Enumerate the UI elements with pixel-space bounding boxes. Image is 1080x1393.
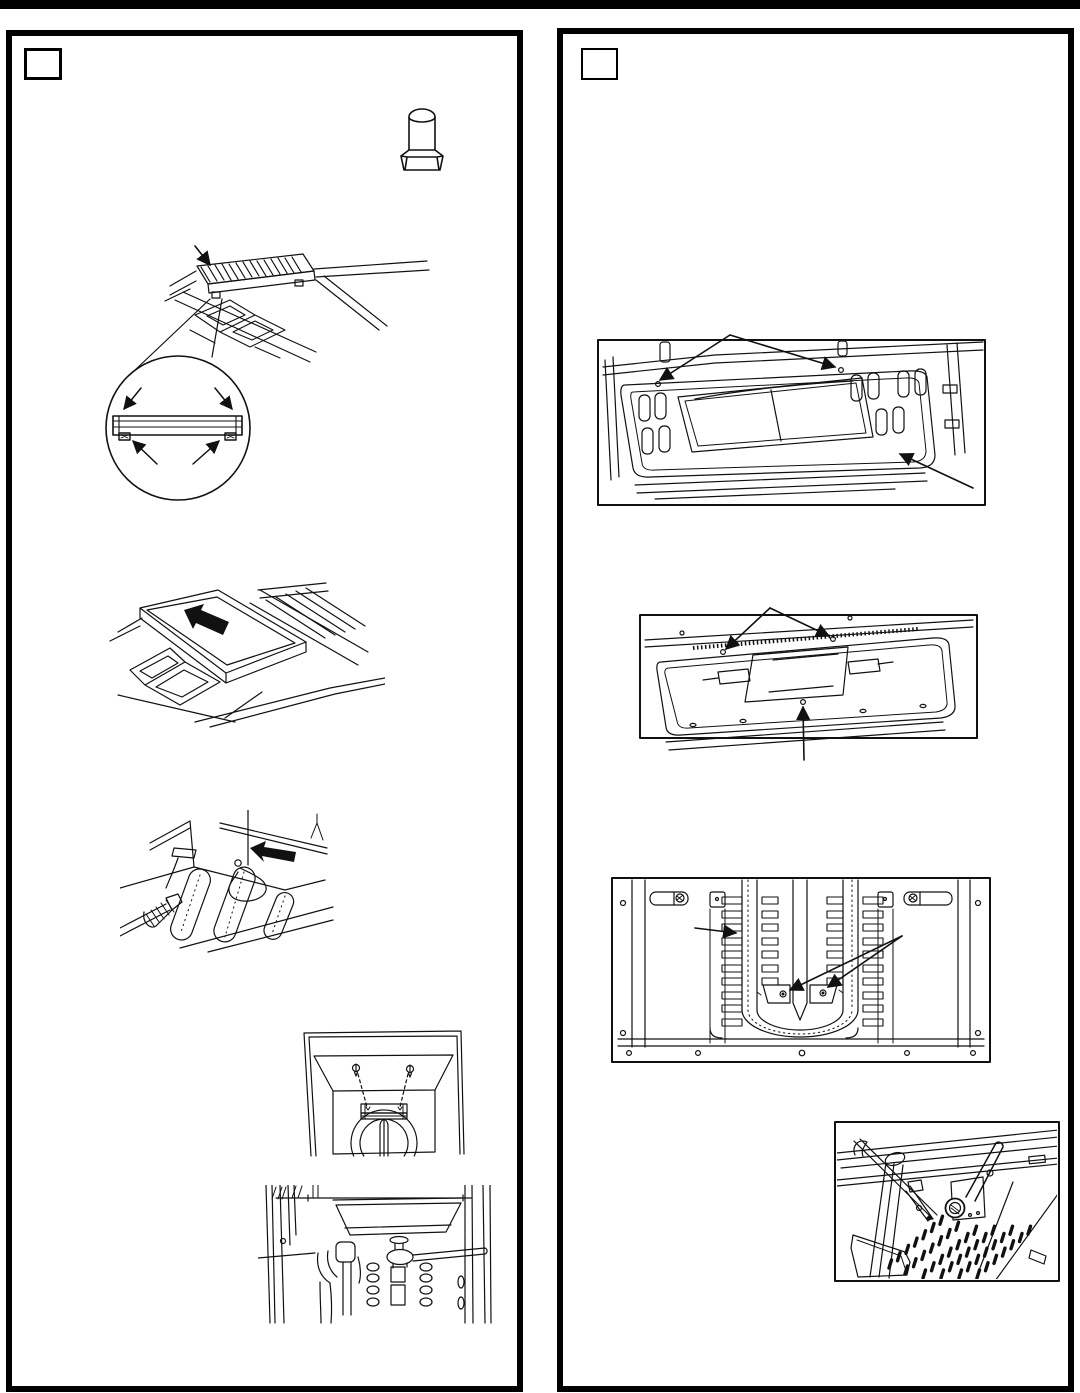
- step-number-box-left: [24, 48, 62, 80]
- floor-slot-stripes: [889, 1216, 1031, 1278]
- open-end-wrench: [946, 1142, 1004, 1220]
- mounting-tabs: [650, 892, 952, 907]
- figure-border: [598, 340, 985, 505]
- gas-valve: [318, 1242, 361, 1323]
- grille-pointer-arrow: [195, 246, 210, 265]
- step-number-box-right: [581, 48, 618, 80]
- bottom-duct: [851, 1235, 910, 1277]
- center-window: [678, 378, 873, 452]
- socket-wrench-on-valve-figure: [258, 1185, 495, 1325]
- vent-holes: [367, 1263, 464, 1309]
- igniter-coil: [144, 848, 196, 927]
- gas-tube: [870, 1150, 906, 1278]
- drawer-burner-bracket-screws-figure: [293, 1028, 473, 1163]
- burner-bracket-plates: [757, 985, 843, 1003]
- burner-orifice-wrench-figure: [833, 1120, 1063, 1285]
- burner-grate-lines: [175, 292, 316, 362]
- magnifier-callout-circle: [106, 356, 250, 500]
- oven-bottom-panel-screws-figure: [595, 325, 990, 510]
- sensor-direction-arrow: [250, 841, 296, 862]
- burner-arrows: [695, 928, 902, 990]
- oven-base-plate-screws-figure: [633, 600, 981, 765]
- oven-sensor-probe-figure: [120, 810, 338, 968]
- vent-grille-install-figure: [95, 240, 455, 512]
- bake-burner-u-tube-figure: [610, 875, 995, 1067]
- burner-cap-bolt-icon: [396, 106, 448, 176]
- griddle-slide-figure: [100, 570, 385, 735]
- page-top-bar: [0, 0, 1080, 9]
- burner-slots: [722, 897, 883, 1026]
